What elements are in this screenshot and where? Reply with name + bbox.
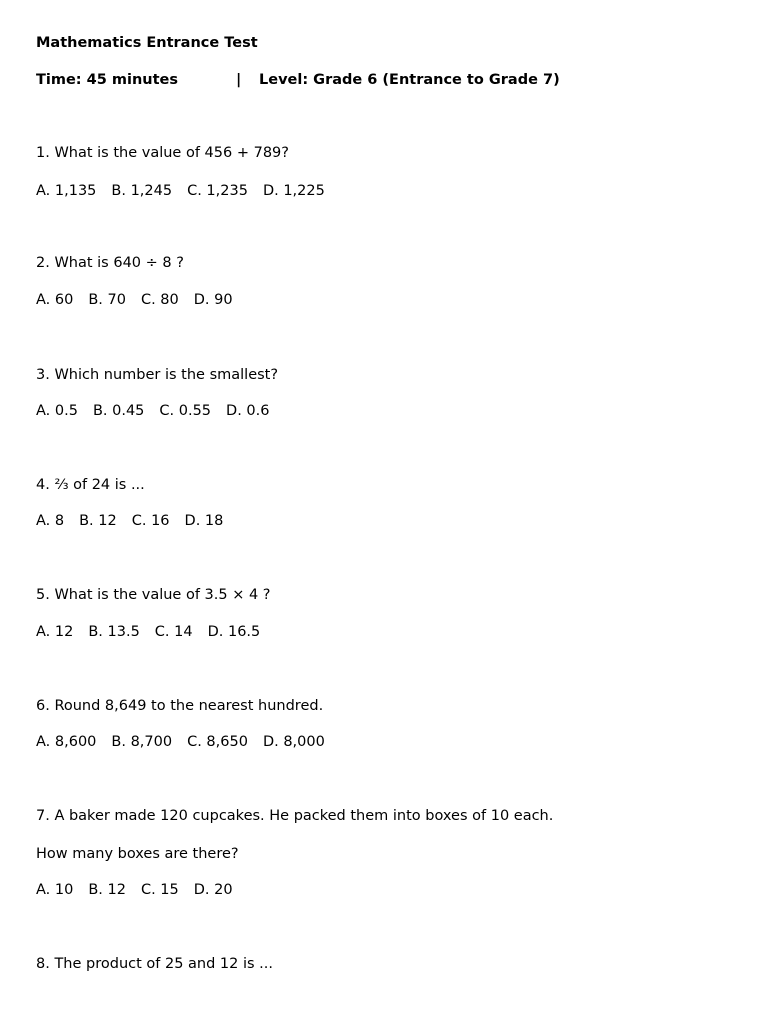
question-2-options	[36, 290, 233, 310]
question-7: 7. A baker made 120 cupcakes. He packed them into boxes of 10 each.	[36, 808, 554, 824]
question-7-options	[36, 880, 233, 900]
question-4-options	[36, 511, 223, 531]
question-1-options	[36, 181, 325, 201]
option-c: C. 16	[131, 513, 170, 529]
question-5-options	[36, 622, 260, 642]
option-d: D. 90	[193, 292, 233, 308]
option-a: A. 60	[36, 292, 74, 308]
question-2: 2. What is 640 ÷ 8 ?	[36, 255, 184, 271]
meta-separator: |	[236, 72, 242, 88]
question-6: 6. Round 8,649 to the nearest hundred.	[36, 698, 324, 714]
option-b: B. 8,700	[111, 734, 173, 750]
question-1: 1. What is the value of 456 + 789?	[36, 145, 289, 161]
option-b: B. 1,245	[111, 183, 173, 199]
option-a: A. 1,135	[36, 183, 97, 199]
option-a: A. 10	[36, 882, 74, 898]
question-4: 4. ⅔ of 24 is ...	[36, 477, 145, 493]
question-8: 8. The product of 25 and 12 is ...	[36, 956, 274, 972]
test-title: Mathematics Entrance Test	[36, 35, 258, 51]
question-3-options	[36, 401, 270, 421]
option-a: A. 0.5	[36, 403, 78, 419]
option-c: C. 80	[140, 292, 179, 308]
question-7-continued: How many boxes are there?	[36, 846, 239, 862]
option-c: C. 15	[140, 882, 179, 898]
option-d: D. 20	[193, 882, 233, 898]
option-d: D. 0.6	[226, 403, 270, 419]
question-6-options	[36, 732, 325, 752]
option-b: B. 12	[88, 882, 126, 898]
option-c: C. 14	[154, 624, 193, 640]
option-a: A. 12	[36, 624, 74, 640]
option-d: D. 18	[184, 513, 224, 529]
question-3: 3. Which number is the smallest?	[36, 367, 279, 383]
option-a: A. 8	[36, 513, 65, 529]
option-c: C. 0.55	[159, 403, 212, 419]
option-b: B. 0.45	[92, 403, 145, 419]
grade-level: Level: Grade 6 (Entrance to Grade 7)	[259, 72, 560, 88]
option-b: B. 70	[88, 292, 126, 308]
option-b: B. 13.5	[88, 624, 140, 640]
option-b: B. 12	[79, 513, 117, 529]
option-c: C. 8,650	[187, 734, 248, 750]
question-5: 5. What is the value of 3.5 × 4 ?	[36, 587, 271, 603]
option-d: D. 16.5	[207, 624, 261, 640]
option-d: D. 8,000	[262, 734, 325, 750]
option-d: D. 1,225	[262, 183, 325, 199]
option-c: C. 1,235	[187, 183, 248, 199]
time-limit: Time: 45 minutes	[36, 72, 178, 88]
option-a: A. 8,600	[36, 734, 97, 750]
test-meta	[36, 70, 736, 90]
